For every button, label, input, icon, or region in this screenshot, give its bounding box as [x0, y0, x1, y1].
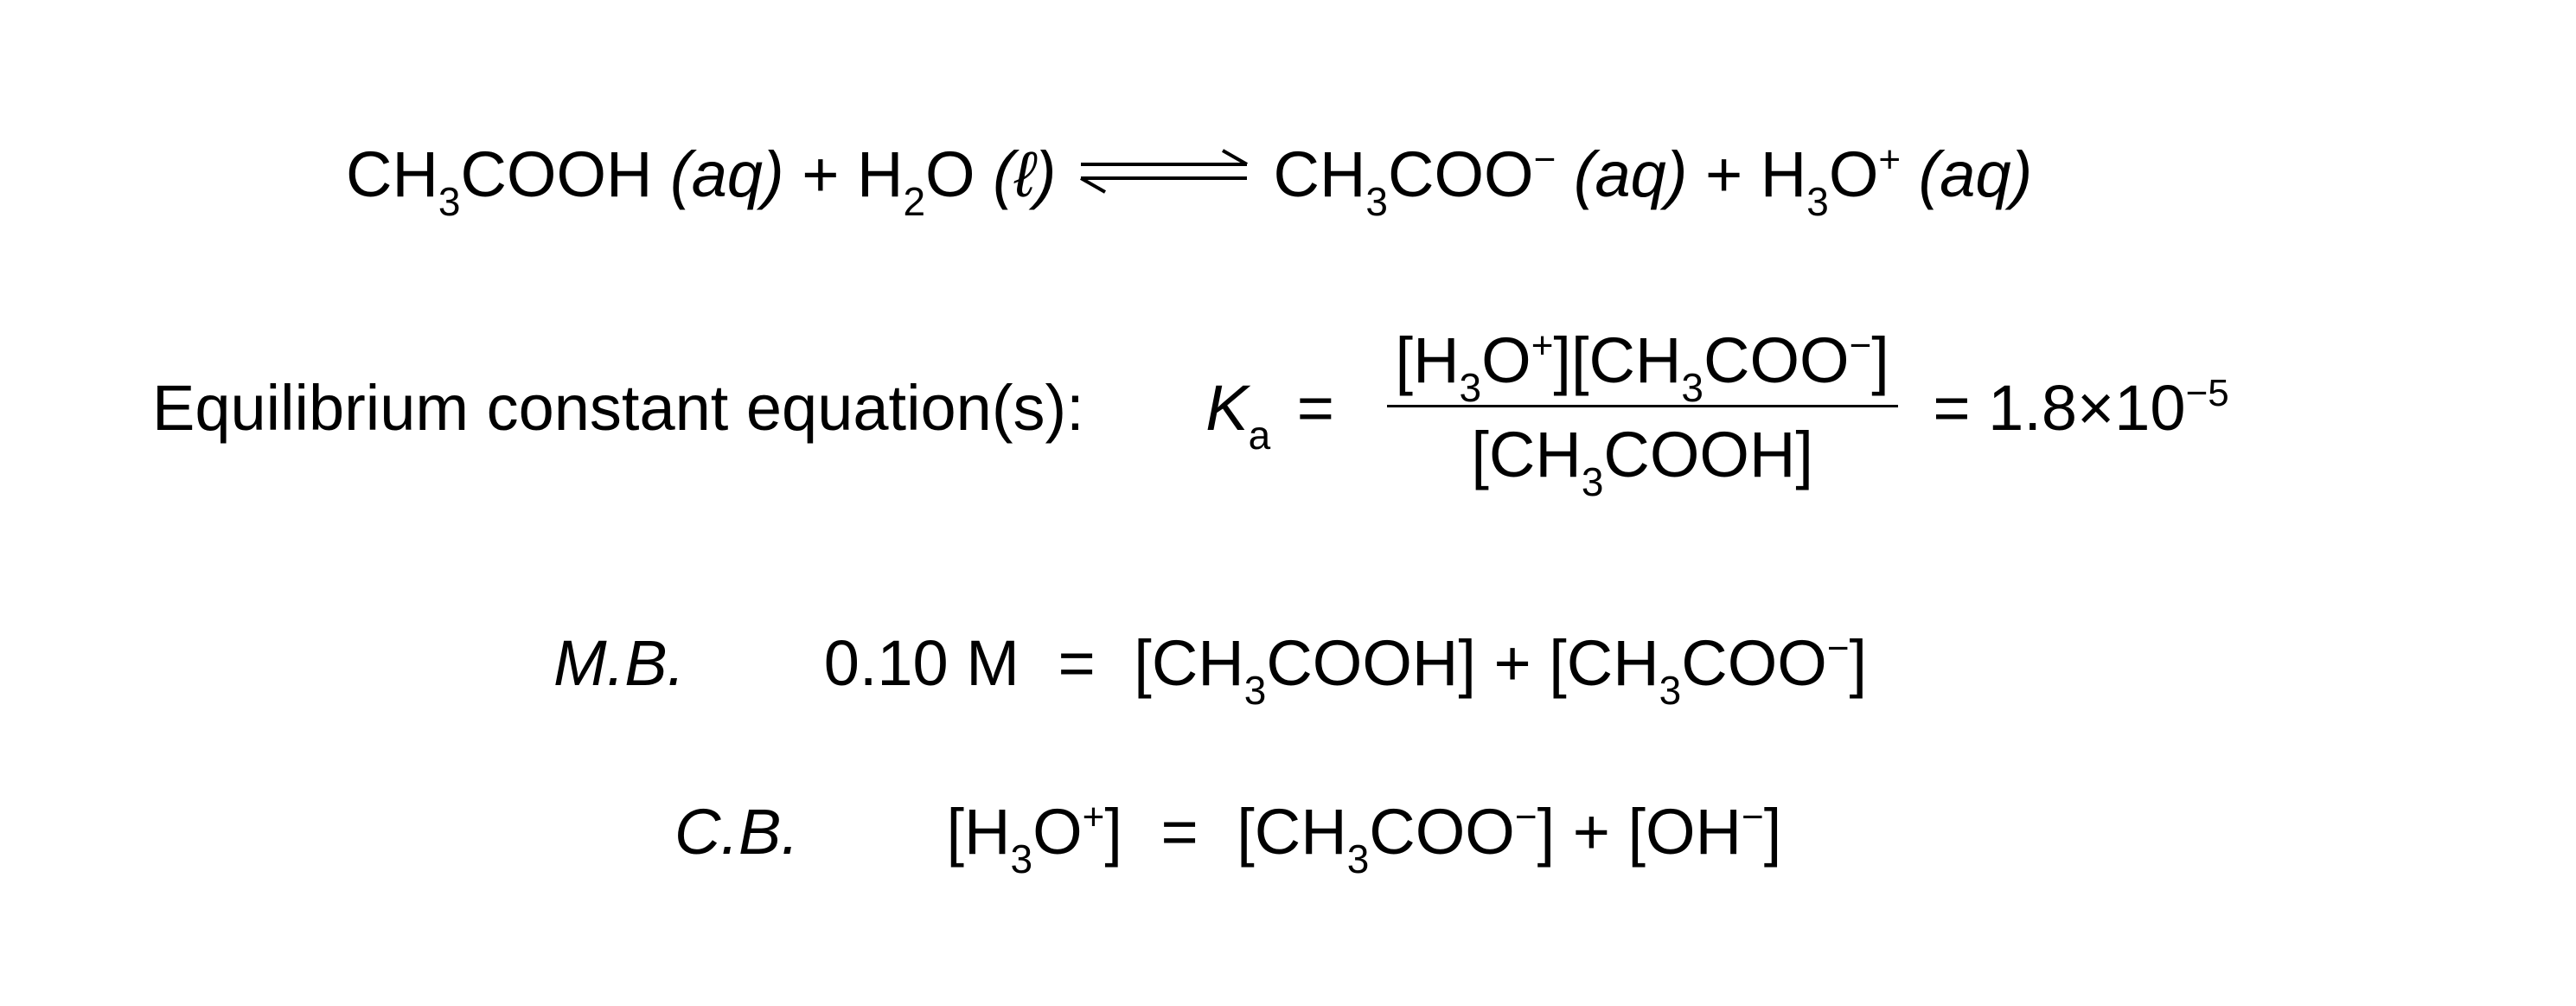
product-hydronium: $H_3O^+$	[1760, 138, 1902, 224]
mass-balance-label: M.B.	[553, 627, 686, 699]
phase-aq: (aq)	[1918, 138, 2033, 210]
equilibrium-label: Equilibrium constant equation(s):	[152, 371, 1084, 444]
ka-value: = $1.8\times 10^{-5}$	[1933, 371, 2229, 444]
plus-sign: +	[1572, 796, 1610, 868]
equilibrium-arrow-icon	[1074, 144, 1256, 208]
mass-balance-term-acetate: $[CH_3COO^-]$	[1549, 627, 1868, 713]
reactant-acetic-acid: $CH_3COOH$	[346, 138, 653, 224]
reaction-equation	[346, 138, 2033, 224]
equilibrium-constant-equation	[152, 324, 2229, 504]
plus-sign: +	[802, 138, 840, 210]
charge-balance-label: C.B.	[674, 796, 799, 868]
charge-balance-term-acetate: $[CH_3COO^-]$	[1237, 796, 1556, 881]
charge-balance-equation	[674, 796, 1782, 881]
phase-aq: (aq)	[670, 138, 784, 210]
plus-sign: +	[1705, 138, 1743, 210]
ka-fraction	[1387, 324, 1898, 504]
charge-balance-term-hydroxide: [OH−]	[1627, 796, 1782, 868]
fraction-denominator: $[CH_3COOH]$	[1471, 419, 1813, 504]
product-acetate: $CH_3COO^-$	[1273, 138, 1556, 224]
equals-sign: =	[1160, 796, 1199, 868]
mass-balance-equation	[553, 627, 1868, 713]
phase-liquid: (ℓ)	[993, 138, 1057, 210]
mass-balance-lhs: 0.10 M	[823, 627, 1020, 699]
equals-sign: =	[1296, 371, 1334, 444]
phase-aq: (aq)	[1573, 138, 1688, 210]
reactant-water: $H_2O$	[857, 138, 975, 224]
fraction-numerator: $[H_3O^+][CH_3COO^-]$	[1395, 324, 1889, 410]
mass-balance-term-acetic-acid: $[CH_3COOH]$	[1134, 627, 1476, 713]
plus-sign: +	[1493, 627, 1531, 699]
equals-sign: =	[1058, 627, 1096, 699]
ka-symbol: $K_a$	[1205, 371, 1271, 458]
charge-balance-lhs: $[H_3O^+]$	[946, 796, 1122, 881]
